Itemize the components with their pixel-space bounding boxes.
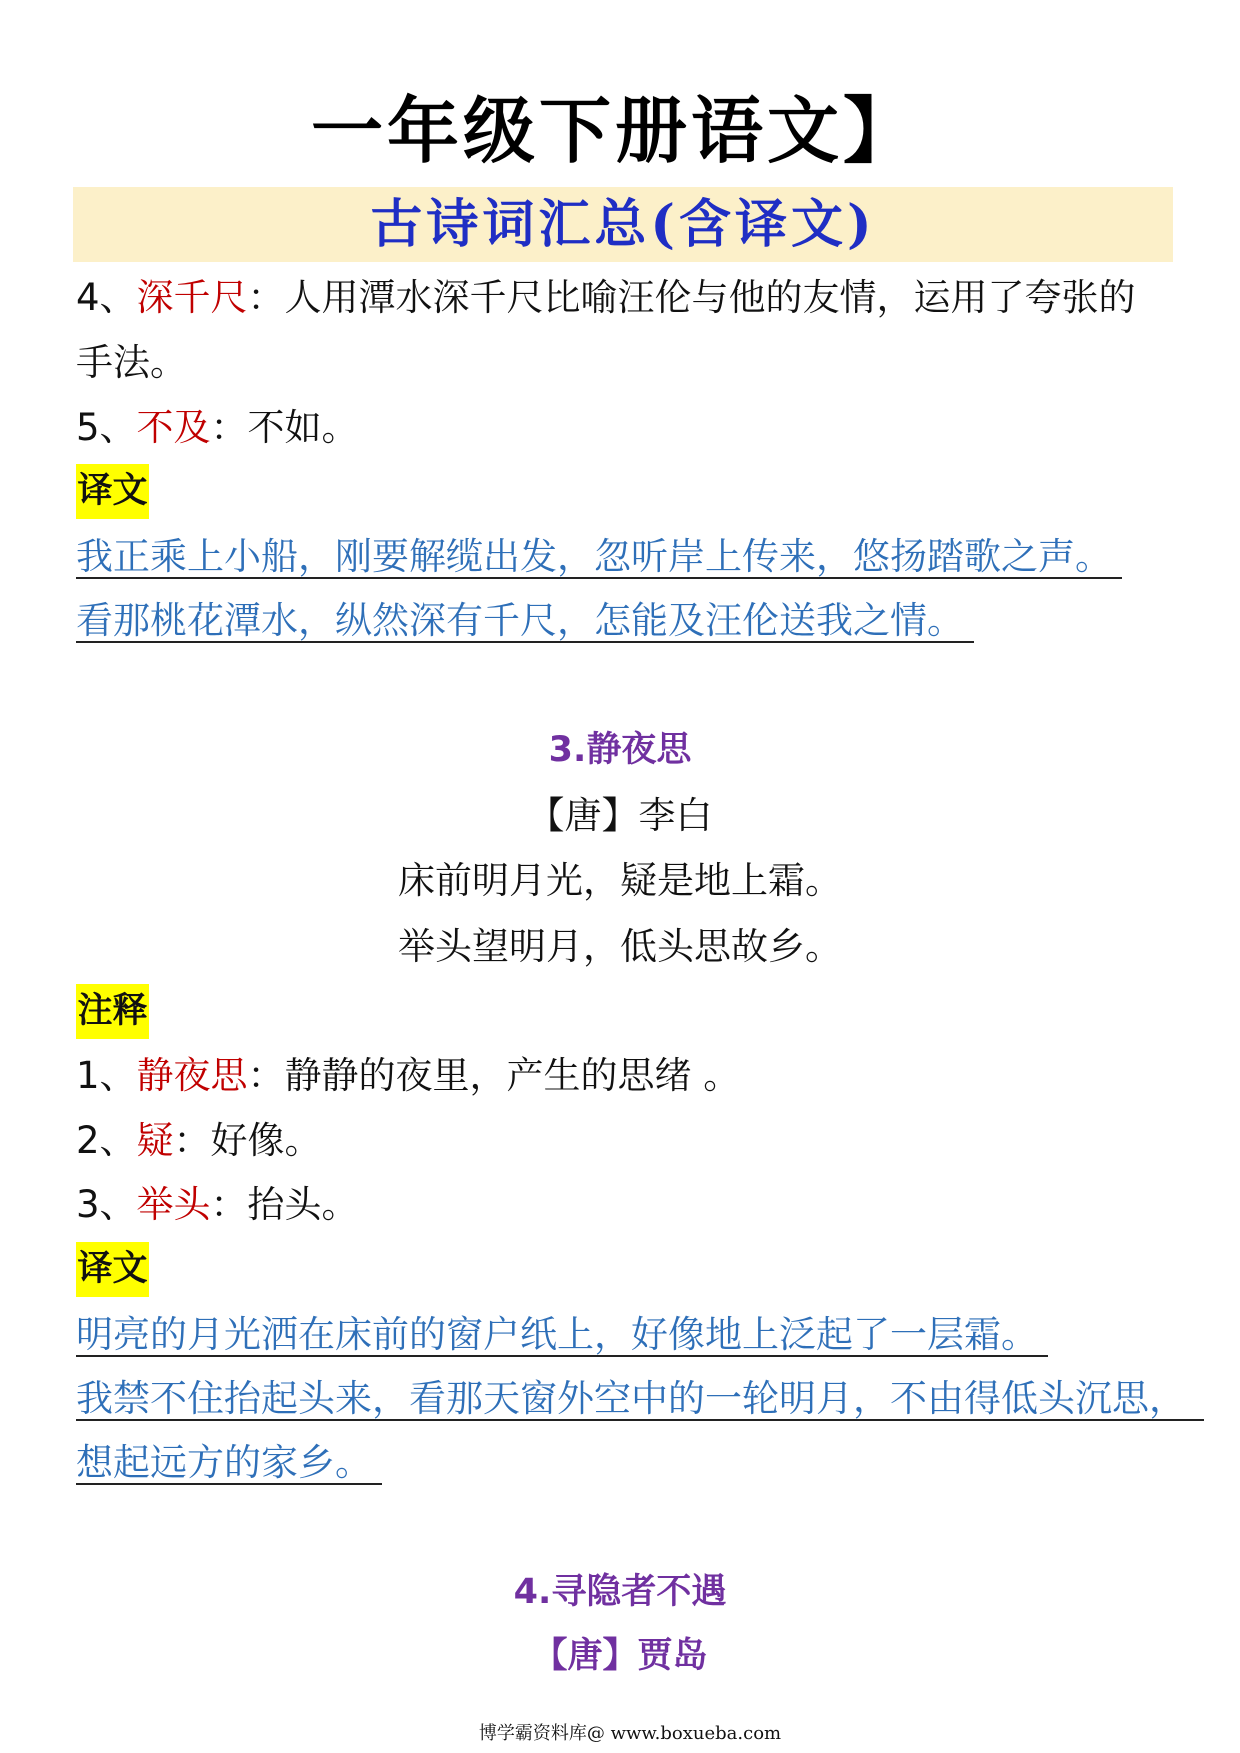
note-number: 5、 bbox=[76, 406, 137, 449]
poem-title: 3.静夜思 bbox=[548, 730, 692, 770]
subtitle-band bbox=[73, 187, 1173, 262]
poem-author: 【唐】贾岛 bbox=[532, 1636, 708, 1676]
translation-line bbox=[76, 599, 974, 643]
translation-line bbox=[76, 535, 1122, 579]
note-separator: ： bbox=[247, 1054, 285, 1097]
note-text: 好像。 bbox=[210, 1119, 322, 1162]
note-number: 2、 bbox=[76, 1119, 137, 1162]
poem-title: 4.寻隐者不遇 bbox=[513, 1572, 727, 1612]
note-number: 3、 bbox=[76, 1183, 137, 1226]
translation-text: 看那桃花潭水，纵然深有千尺，怎能及汪伦送我之情。 bbox=[76, 601, 974, 643]
poem-line: 床前明月光，疑是地上霜。 bbox=[398, 859, 842, 902]
note-text-wrap: 手法。 bbox=[76, 341, 187, 384]
translation-label: 译文 bbox=[76, 1242, 149, 1297]
note-item-continued bbox=[76, 341, 187, 385]
note-term: 举头 bbox=[136, 1183, 211, 1226]
translation-text: 我正乘上小船，刚要解缆出发，忽听岸上传来，悠扬踏歌之声。 bbox=[76, 537, 1122, 579]
translation-text: 想起远方的家乡。 bbox=[76, 1443, 382, 1485]
note-separator: ： bbox=[247, 276, 285, 319]
note-item bbox=[76, 1183, 359, 1227]
note-number: 4、 bbox=[76, 276, 137, 319]
note-item bbox=[76, 1054, 740, 1098]
note-separator: ： bbox=[210, 1183, 248, 1226]
note-number: 1、 bbox=[76, 1054, 137, 1097]
poem-author: 【唐】李白 bbox=[527, 794, 713, 837]
note-item bbox=[76, 276, 1136, 320]
notes-label: 注释 bbox=[76, 984, 149, 1039]
note-text: 人用潭水深千尺比喻汪伦与他的友情，运用了夸张的 bbox=[284, 276, 1136, 319]
note-separator: ： bbox=[210, 406, 248, 449]
page-title: 一年级下册语文】 bbox=[310, 88, 919, 173]
note-item bbox=[76, 1119, 322, 1163]
note-text: 不如。 bbox=[247, 406, 359, 449]
translation-line bbox=[76, 1313, 1048, 1357]
translation-text: 我禁不住抬起头来，看那天窗外空中的一轮明月，不由得低头沉思， bbox=[76, 1379, 1204, 1421]
poem-line: 举头望明月，低头思故乡。 bbox=[398, 925, 842, 968]
footer-watermark: 博学霸资料库@ www.boxueba.com bbox=[478, 1723, 782, 1744]
note-term: 深千尺 bbox=[136, 276, 248, 319]
note-text: 抬头。 bbox=[247, 1183, 359, 1226]
note-term: 疑 bbox=[136, 1119, 174, 1162]
page-subtitle: 古诗词汇总(含译文) bbox=[370, 194, 876, 255]
note-term: 静夜思 bbox=[136, 1054, 248, 1097]
translation-line bbox=[76, 1377, 1204, 1421]
note-separator: ： bbox=[173, 1119, 211, 1162]
translation-line bbox=[76, 1441, 382, 1485]
note-term: 不及 bbox=[136, 406, 211, 449]
translation-text: 明亮的月光洒在床前的窗户纸上，好像地上泛起了一层霜。 bbox=[76, 1315, 1048, 1357]
translation-label: 译文 bbox=[76, 464, 149, 519]
note-item bbox=[76, 406, 359, 450]
note-text: 静静的夜里，产生的思绪 。 bbox=[284, 1054, 741, 1097]
